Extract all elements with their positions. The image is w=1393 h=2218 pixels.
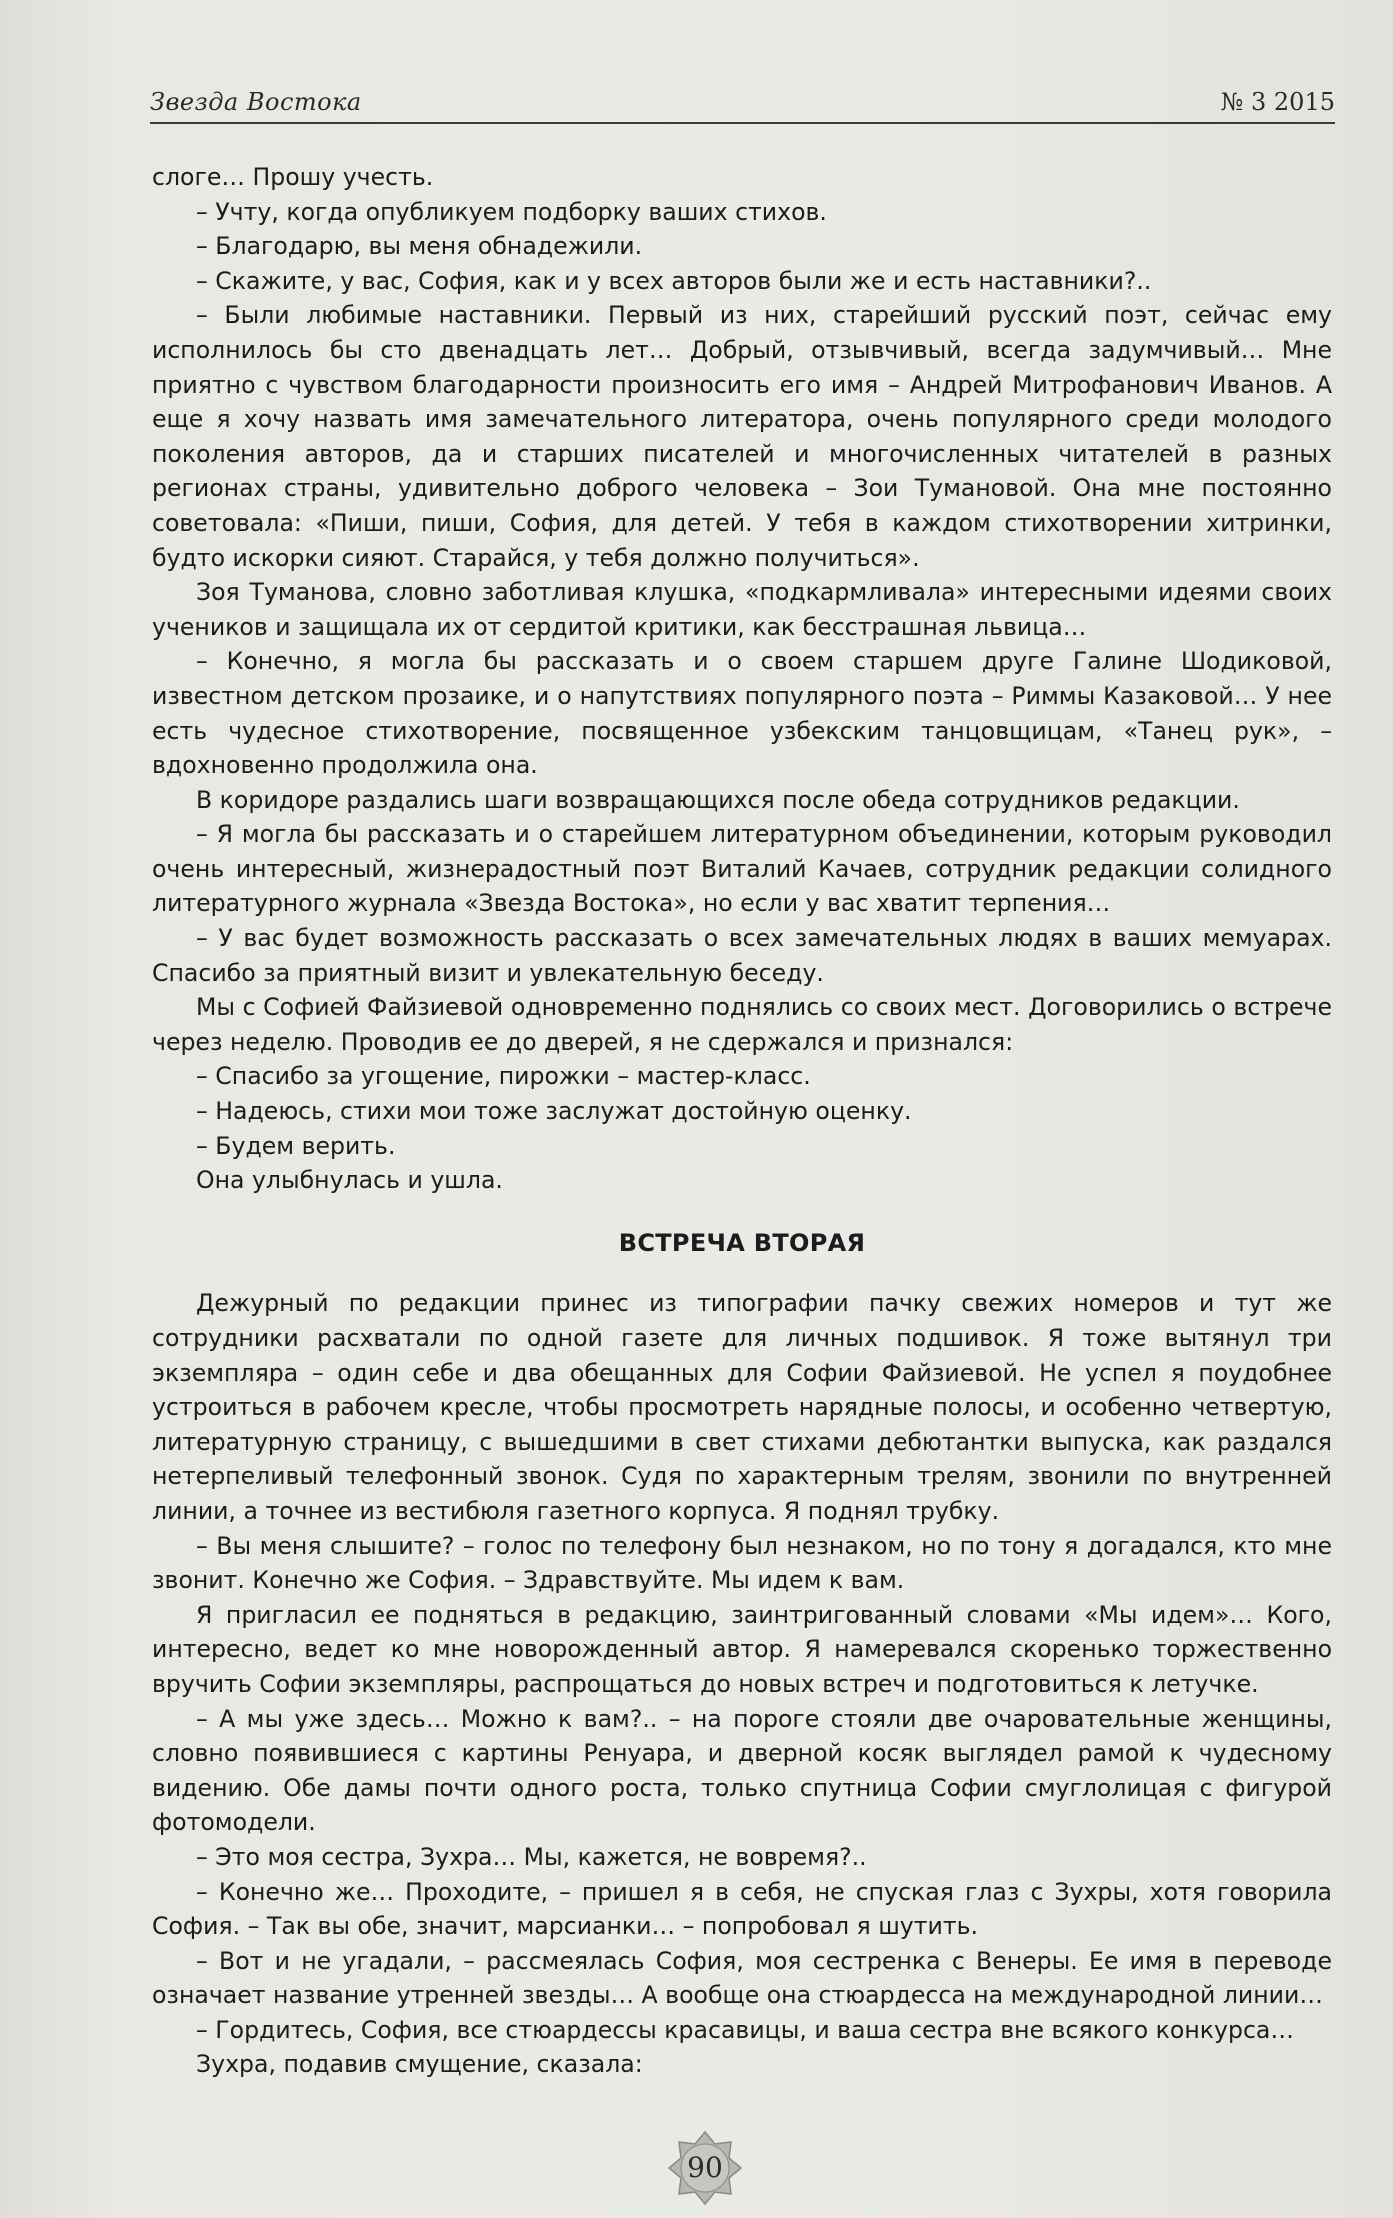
paragraph: – Конечно же… Проходите, – пришел я в себя, не спуская глаз с Зухры, хотя говорила София. – Так вы обе, значит, марсианки… – попробовал я шутить. <box>152 1877 1332 1941</box>
running-header <box>150 82 1335 124</box>
paragraph: Дежурный по редакции принес из типографии пачку свежих номеров и тут же сотрудники расхватали по одной газете для личных подшивок. Я тоже вытянул три экземпляра – один себе и два обещанных для Софии Файзиевой. Не успел я поудобнее устроиться в рабочем кресле, чтобы просмотреть нарядные полосы, и особенно четвертую, литературную страницу, с вышедшими в свет стихами дебютантки выпуска, как раздался нетерпеливый телефонный звонок. Судя по характерным трелям, звонили по внутренней линии, а точнее из вестибюля газетного корпуса. Я поднял трубку. <box>152 1289 1332 1525</box>
paragraph: – У вас будет возможность рассказать о всех замечательных людях в ваших мемуарах. Спасибо за приятный визит и увлекательную беседу. <box>152 924 1332 987</box>
paragraph: – А мы уже здесь… Можно к вам?.. – на пороге стояли две очаровательные женщины, словно появившиеся с картины Ренуара, и дверной косяк выглядел рамой к чудесному видению. Обе дамы почти одного роста, только спутница Софии смуглолицая с фигурой фотомодели. <box>152 1704 1332 1837</box>
paragraph: – Это моя сестра, Зухра… Мы, кажется, не вовремя?.. <box>196 1842 867 1871</box>
paragraph: слоге… Прошу учесть. <box>152 163 434 191</box>
paragraph: – Вы меня слышите? – голос по телефону был незнаком, но по тону я догадался, кто мне звонит. Конечно же София. – Здравствуйте. Мы идем к вам. <box>152 1531 1332 1595</box>
paragraph: – Учту, когда опубликуем подборку ваших стихов. <box>196 197 827 226</box>
journal-title: Звезда Востока <box>150 88 362 116</box>
paragraph: – Гордитесь, София, все стюардессы красавицы, и ваша сестра вне всякого конкурса… <box>196 2015 1294 2044</box>
paragraph: В коридоре раздались шаги возвращающихся после обеда сотрудников редакции. <box>196 785 1240 814</box>
page-number: 90 <box>687 2151 723 2184</box>
paragraph: Зоя Туманова, словно заботливая клушка, «подкармливала» интересными идеями своих учеников и защищала их от сердитой критики, как бесстрашная львица… <box>152 578 1332 641</box>
paragraph: – Надеюсь, стихи мои тоже заслужат достойную оценку. <box>196 1097 912 1126</box>
paragraph: Зухра, подавив смущение, сказала: <box>196 2050 643 2079</box>
paragraph: – Будем верить. <box>196 1131 396 1160</box>
section-heading: ВСТРЕЧА ВТОРАЯ <box>618 1228 866 1257</box>
paragraph: Мы с Софией Файзиевой одновременно поднялись со своих мест. Договорились о встрече через неделю. Проводив ее до дверей, я не сдержался и признался: <box>152 993 1332 1056</box>
paragraph: – Скажите, у вас, София, как и у всех авторов были же и есть наставники?.. <box>196 266 1152 295</box>
paragraph: Я пригласил ее подняться в редакцию, заинтригованный словами «Мы идем»… Кого, интересно, ведет ко мне новорожденный автор. Я намеревался скоренько торжественно вручить Софии экземпляры, распрощаться до новых встреч и подготовиться к летучке. <box>152 1600 1332 1698</box>
paragraph: Она улыбнулась и ушла. <box>196 1166 503 1195</box>
page-number-badge <box>665 2128 745 2208</box>
paragraph: – Благодарю, вы меня обнадежили. <box>196 232 643 261</box>
paragraph: – Конечно, я могла бы рассказать и о своем старшем друге Галине Шодиковой, известном детском прозаике, и о напутствиях популярного поэта – Риммы Казаковой… У нее есть чудесное стихотворение, посвященное узбекским танцовщицам, «Танец рук», – вдохновенно продолжила она. <box>152 647 1332 780</box>
article-body <box>152 160 1332 2082</box>
paragraph: – Я могла бы рассказать и о старейшем литературном объединении, которым руководил очень интересный, жизнерадостный поэт Виталий Качаев, сотрудник редакции солидного литературного журнала «Звезда Востока», но если у вас хватит терпения… <box>152 820 1332 918</box>
issue-number: № 3 2015 <box>1220 88 1335 116</box>
paragraph: – Вот и не угадали, – рассмеялась София, моя сестренка с Венеры. Ее имя в переводе означает название утренней звезды… А вообще она стюардесса на международной линии… <box>152 1946 1332 2010</box>
paragraph: – Были любимые наставники. Первый из них, старейший русский поэт, сейчас ему исполнилось бы сто двенадцать лет… Добрый, отзывчивый, всегда задумчивый… Мне приятно с чувством благодарности произносить его имя – Андрей Митрофанович Иванов. А еще я хочу назвать имя замечательного литератора, очень популярного среди молодого поколения авторов, да и старших писателей и многочисленных читателей в разных регионах страны, удивительно доброго человека – Зои Тумановой. Она мне постоянно советовала: «Пиши, пиши, София, для детей. У тебя в каждом стихотворении хитринки, будто искорки сияют. Старайся, у тебя должно получиться». <box>152 301 1332 572</box>
paragraph: – Спасибо за угощение, пирожки – мастер-класс. <box>196 1062 811 1091</box>
